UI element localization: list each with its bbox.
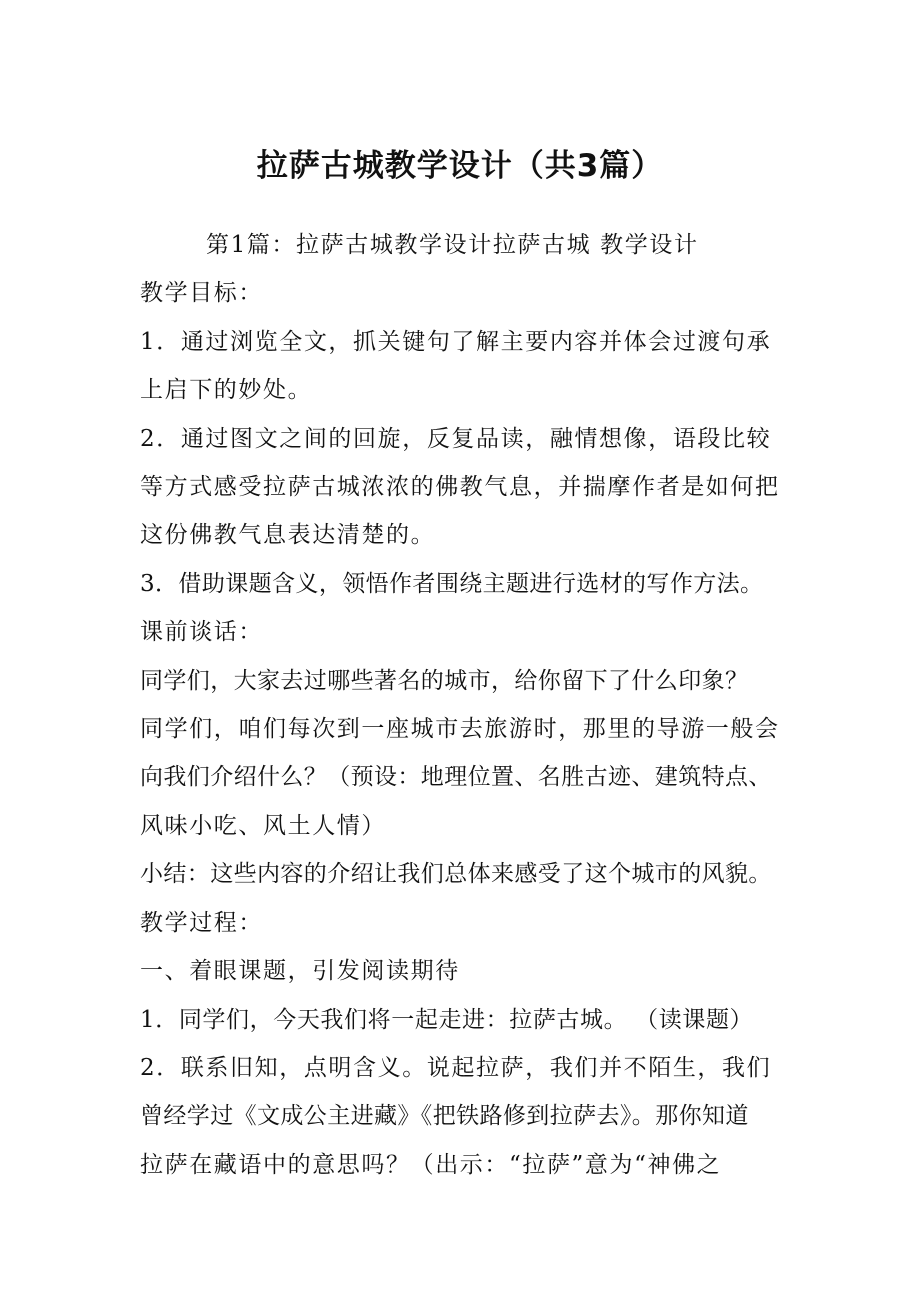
text-line-3: 上启下的妙处。 — [140, 377, 313, 404]
text-line-8: 课前谈话： — [140, 619, 263, 646]
document-title: 拉萨古城教学设计（共3篇） — [256, 148, 664, 184]
text-line-9: 同学们，大家去过哪些著名的城市，给你留下了什么印象？ — [140, 667, 749, 694]
text-line-19: 拉萨在藏语中的意思吗？（出示：“拉萨”意为“神佛之 — [140, 1151, 722, 1178]
text-line-1: 教学目标： — [140, 280, 263, 307]
text-line-6: 这份佛教气息表达清楚的。 — [140, 522, 436, 549]
text-line-17: 2．联系旧知，点明含义。说起拉萨，我们并不陌生，我们 — [140, 1054, 772, 1081]
text-line-10: 同学们，咱们每次到一座城市去旅游时，那里的导游一般会 — [140, 716, 780, 743]
text-line-2: 1．通过浏览全文，抓关键句了解主要内容并体会过渡句承 — [140, 328, 772, 355]
text-line-13: 小结：这些内容的介绍让我们总体来感受了这个城市的风貌。 — [140, 861, 772, 888]
section-subtitle: 第1篇：拉萨古城教学设计拉萨古城 教学设计 — [206, 232, 699, 258]
text-line-11: 向我们介绍什么？（预设：地理位置、名胜古迹、建筑特点、 — [140, 764, 772, 791]
text-line-14: 教学过程： — [140, 909, 263, 936]
text-line-18: 曾经学过《文成公主进藏》《把铁路修到拉萨去》。那你知道 — [140, 1103, 749, 1130]
document-body — [140, 221, 808, 1189]
text-line-5: 等方式感受拉萨古城浓浓的佛教气息，并揣摩作者是如何把 — [140, 474, 780, 501]
text-line-12: 风味小吃、风土人情） — [140, 812, 386, 839]
text-line-7: 3．借助课题含义，领悟作者围绕主题进行选材的写作方法。 — [140, 570, 764, 597]
text-line-16: 1．同学们，今天我们将一起走进：拉萨古城。 （读课题） — [140, 1006, 754, 1033]
text-line-4: 2．通过图文之间的回旋，反复品读，融情想像，语段比较 — [140, 425, 772, 452]
text-line-15: 一、着眼课题，引发阅读期待 — [140, 958, 460, 985]
